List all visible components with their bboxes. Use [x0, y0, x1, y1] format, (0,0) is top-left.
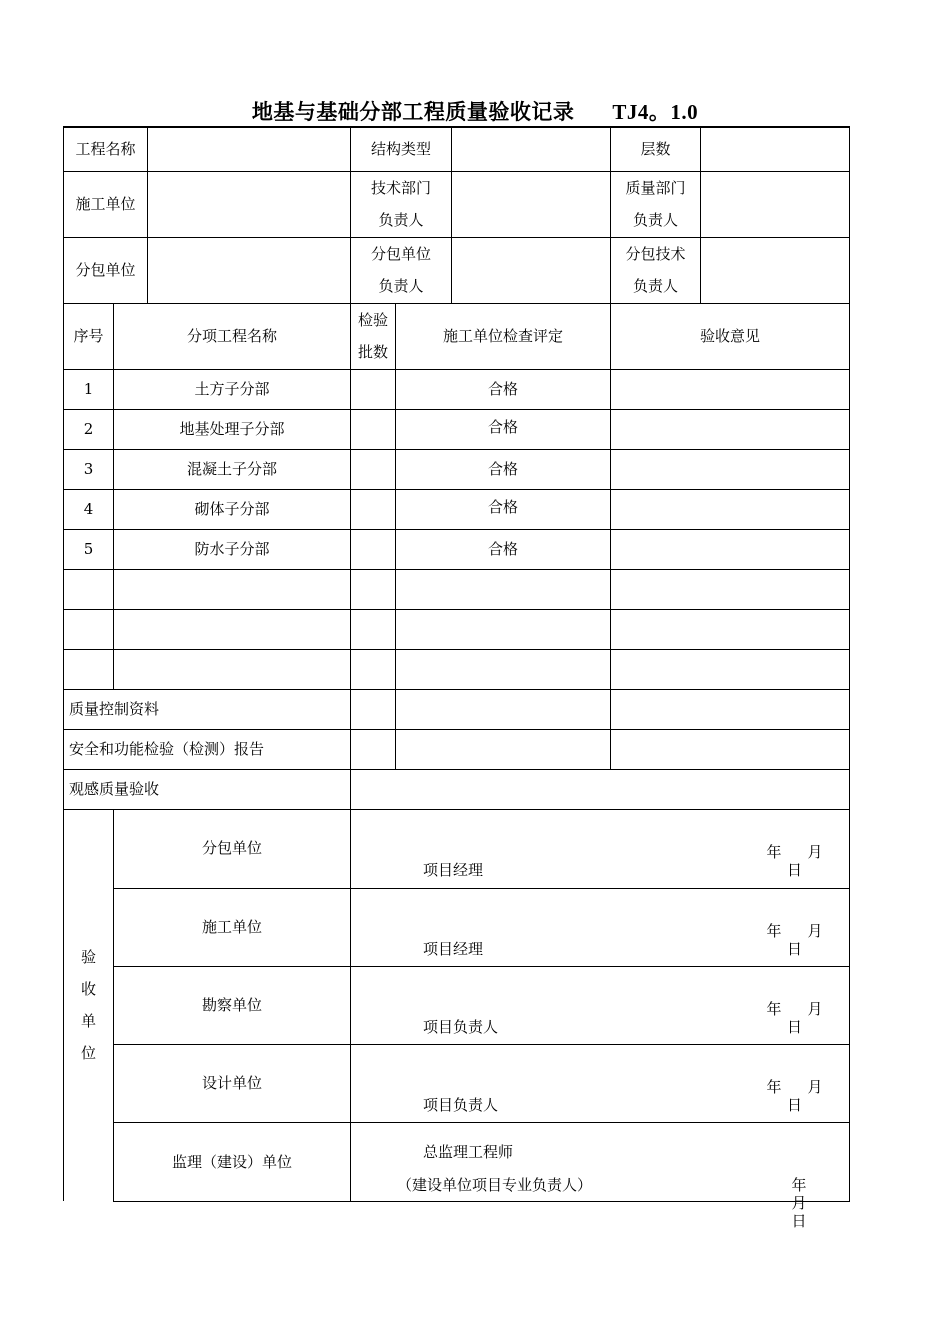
unit-date	[766, 1000, 849, 1036]
row-batch-count[interactable]	[351, 529, 396, 569]
unit-row	[64, 1044, 850, 1122]
subcontract-head-value[interactable]	[452, 237, 611, 303]
unit-role: 项目经理	[423, 861, 484, 879]
year-label: 年	[766, 1077, 782, 1096]
safety-report-batch[interactable]	[351, 729, 396, 769]
form-title	[0, 96, 950, 126]
row-seq: 2	[64, 409, 114, 449]
unit-role: 项目负责人	[423, 1017, 499, 1036]
unit-name: 勘察单位	[114, 966, 351, 1044]
empty-cell[interactable]	[114, 569, 351, 609]
empty-row	[64, 649, 850, 689]
acceptance-form-table	[63, 126, 850, 1230]
unit-name: 施工单位	[114, 888, 351, 966]
header-row-subcontract	[64, 237, 850, 303]
unit-name-text: 分包单位	[202, 838, 263, 857]
row-batch-count[interactable]	[351, 369, 396, 409]
empty-cell[interactable]	[351, 569, 396, 609]
quality-control-batch[interactable]	[351, 689, 396, 729]
col-batch-header	[351, 303, 396, 369]
unit-row	[64, 809, 850, 888]
col-self-check-header: 施工单位检查评定	[396, 303, 611, 369]
row-item-name: 砌体子分部	[114, 489, 351, 529]
structure-type-value[interactable]	[452, 127, 611, 171]
table-row	[64, 449, 850, 489]
tech-dept-label-line1: 技术部门	[371, 179, 432, 197]
year-label: 年	[766, 843, 782, 861]
unit-signature[interactable]	[351, 966, 850, 1044]
row-self-check: 合格	[396, 369, 611, 409]
quality-control-row	[64, 689, 850, 729]
tech-dept-label	[351, 171, 452, 237]
day-label: 日	[791, 1211, 807, 1230]
supervision-date	[775, 1176, 849, 1230]
year-label: 年	[791, 1175, 807, 1194]
row-self-check: 合格	[396, 409, 611, 449]
table-row	[64, 529, 850, 569]
unit-signature[interactable]	[351, 809, 850, 888]
empty-cell[interactable]	[64, 609, 114, 649]
subcontract-unit-value[interactable]	[148, 237, 351, 303]
table-row	[64, 369, 850, 409]
acceptance-units-group-label	[64, 809, 114, 1201]
floors-label: 层数	[611, 127, 701, 171]
unit-date	[766, 922, 849, 958]
group-label-char: 单	[80, 1012, 96, 1031]
row-item-name: 地基处理子分部	[114, 409, 351, 449]
day-label: 日	[787, 939, 803, 958]
row-acceptance-opinion[interactable]	[611, 489, 850, 529]
appearance-label: 观感质量验收	[64, 769, 351, 809]
row-acceptance-opinion[interactable]	[611, 449, 850, 489]
col-acceptance-header: 验收意见	[611, 303, 850, 369]
row-item-name: 土方子分部	[114, 369, 351, 409]
row-item-name: 防水子分部	[114, 529, 351, 569]
project-name-value[interactable]	[148, 127, 351, 171]
row-item-name: 混凝土子分部	[114, 449, 351, 489]
header-row-construction	[64, 171, 850, 237]
empty-row	[64, 569, 850, 609]
floors-value[interactable]	[701, 127, 850, 171]
supervision-signature[interactable]	[351, 1122, 850, 1230]
appearance-row	[64, 769, 850, 809]
unit-signature[interactable]	[351, 888, 850, 966]
tech-dept-value[interactable]	[452, 171, 611, 237]
year-label: 年	[766, 999, 782, 1018]
empty-cell[interactable]	[64, 649, 114, 689]
subcontract-head-label	[351, 237, 452, 303]
row-acceptance-opinion[interactable]	[611, 409, 850, 449]
quality-dept-label-line2: 负责人	[633, 211, 679, 229]
group-label-char: 收	[80, 980, 96, 999]
empty-cell[interactable]	[611, 569, 850, 609]
table-row	[64, 409, 850, 449]
empty-cell[interactable]	[396, 569, 611, 609]
project-name-label: 工程名称	[64, 127, 148, 171]
unit-role: 项目负责人	[423, 1095, 499, 1114]
subcontract-head-label-line2: 负责人	[378, 277, 424, 295]
appearance-value[interactable]	[351, 769, 850, 809]
year-label: 年	[766, 921, 782, 940]
column-header-row	[64, 303, 850, 369]
row-self-check: 合格	[396, 489, 611, 529]
group-label-char: 位	[80, 1044, 96, 1063]
safety-report-row	[64, 729, 850, 769]
form-title-text: 地基与基础分部工程质量验收记录	[251, 99, 575, 124]
empty-cell[interactable]	[396, 609, 611, 649]
empty-row	[64, 609, 850, 649]
unit-signature[interactable]	[351, 1044, 850, 1122]
row-seq: 1	[64, 369, 114, 409]
row-batch-count[interactable]	[351, 489, 396, 529]
construction-unit-label: 施工单位	[64, 171, 148, 237]
col-batch-header-line1: 检验	[358, 311, 389, 329]
empty-cell[interactable]	[611, 649, 850, 689]
row-acceptance-opinion[interactable]	[611, 369, 850, 409]
subcontract-unit-label: 分包单位	[64, 237, 148, 303]
month-label: 月	[791, 1193, 807, 1212]
day-label: 日	[787, 1095, 803, 1114]
supervision-role-line1: 总监理工程师	[423, 1142, 514, 1161]
group-label-char: 验	[80, 948, 96, 967]
subcontract-tech-label-line1: 分包技术	[625, 245, 686, 263]
unit-name: 设计单位	[114, 1044, 351, 1122]
quality-control-label: 质量控制资料	[64, 689, 351, 729]
unit-role: 项目经理	[423, 939, 484, 958]
supervision-unit-name: 监理（建设）单位	[114, 1122, 351, 1201]
row-self-check: 合格	[396, 449, 611, 489]
unit-row	[64, 888, 850, 966]
quality-dept-label-line1: 质量部门	[625, 179, 686, 197]
subcontract-tech-label	[611, 237, 701, 303]
row-batch-count[interactable]	[351, 449, 396, 489]
empty-cell[interactable]	[351, 649, 396, 689]
tech-dept-label-line2: 负责人	[378, 211, 424, 229]
row-acceptance-opinion[interactable]	[611, 529, 850, 569]
row-batch-count[interactable]	[351, 409, 396, 449]
row-seq: 3	[64, 449, 114, 489]
safety-report-label: 安全和功能检验（检测）报告	[64, 729, 351, 769]
row-seq: 5	[64, 529, 114, 569]
empty-cell[interactable]	[396, 649, 611, 689]
month-label: 月	[807, 921, 823, 940]
empty-cell[interactable]	[64, 569, 114, 609]
unit-date	[766, 1078, 849, 1114]
form-code: TJ4。1.0	[612, 100, 699, 124]
row-seq: 4	[64, 489, 114, 529]
empty-cell[interactable]	[611, 609, 850, 649]
empty-cell[interactable]	[351, 609, 396, 649]
col-item-name-header: 分项工程名称	[114, 303, 351, 369]
supervision-row	[64, 1122, 850, 1201]
quality-dept-value[interactable]	[701, 171, 850, 237]
subcontract-head-label-line1: 分包单位	[371, 245, 432, 263]
construction-unit-value[interactable]	[148, 171, 351, 237]
day-label: 日	[787, 1017, 803, 1036]
month-label: 月	[807, 999, 823, 1018]
empty-cell[interactable]	[114, 649, 351, 689]
day-label: 日	[787, 861, 803, 879]
quality-control-check[interactable]	[396, 689, 611, 729]
empty-cell[interactable]	[114, 609, 351, 649]
header-row-project	[64, 127, 850, 171]
subcontract-tech-value[interactable]	[701, 237, 850, 303]
table-row	[64, 489, 850, 529]
unit-date	[766, 843, 849, 879]
safety-report-opinion[interactable]	[611, 729, 850, 769]
month-label: 月	[807, 843, 823, 861]
month-label: 月	[807, 1077, 823, 1096]
quality-control-opinion[interactable]	[611, 689, 850, 729]
structure-type-label: 结构类型	[351, 127, 452, 171]
quality-dept-label	[611, 171, 701, 237]
row-self-check: 合格	[396, 529, 611, 569]
col-batch-header-line2: 批数	[358, 343, 389, 361]
col-seq-header: 序号	[64, 303, 114, 369]
unit-name	[114, 809, 351, 888]
safety-report-check[interactable]	[396, 729, 611, 769]
unit-row	[64, 966, 850, 1044]
supervision-role-line2: （建设单位项目专业负责人）	[397, 1175, 593, 1194]
subcontract-tech-label-line2: 负责人	[633, 277, 679, 295]
